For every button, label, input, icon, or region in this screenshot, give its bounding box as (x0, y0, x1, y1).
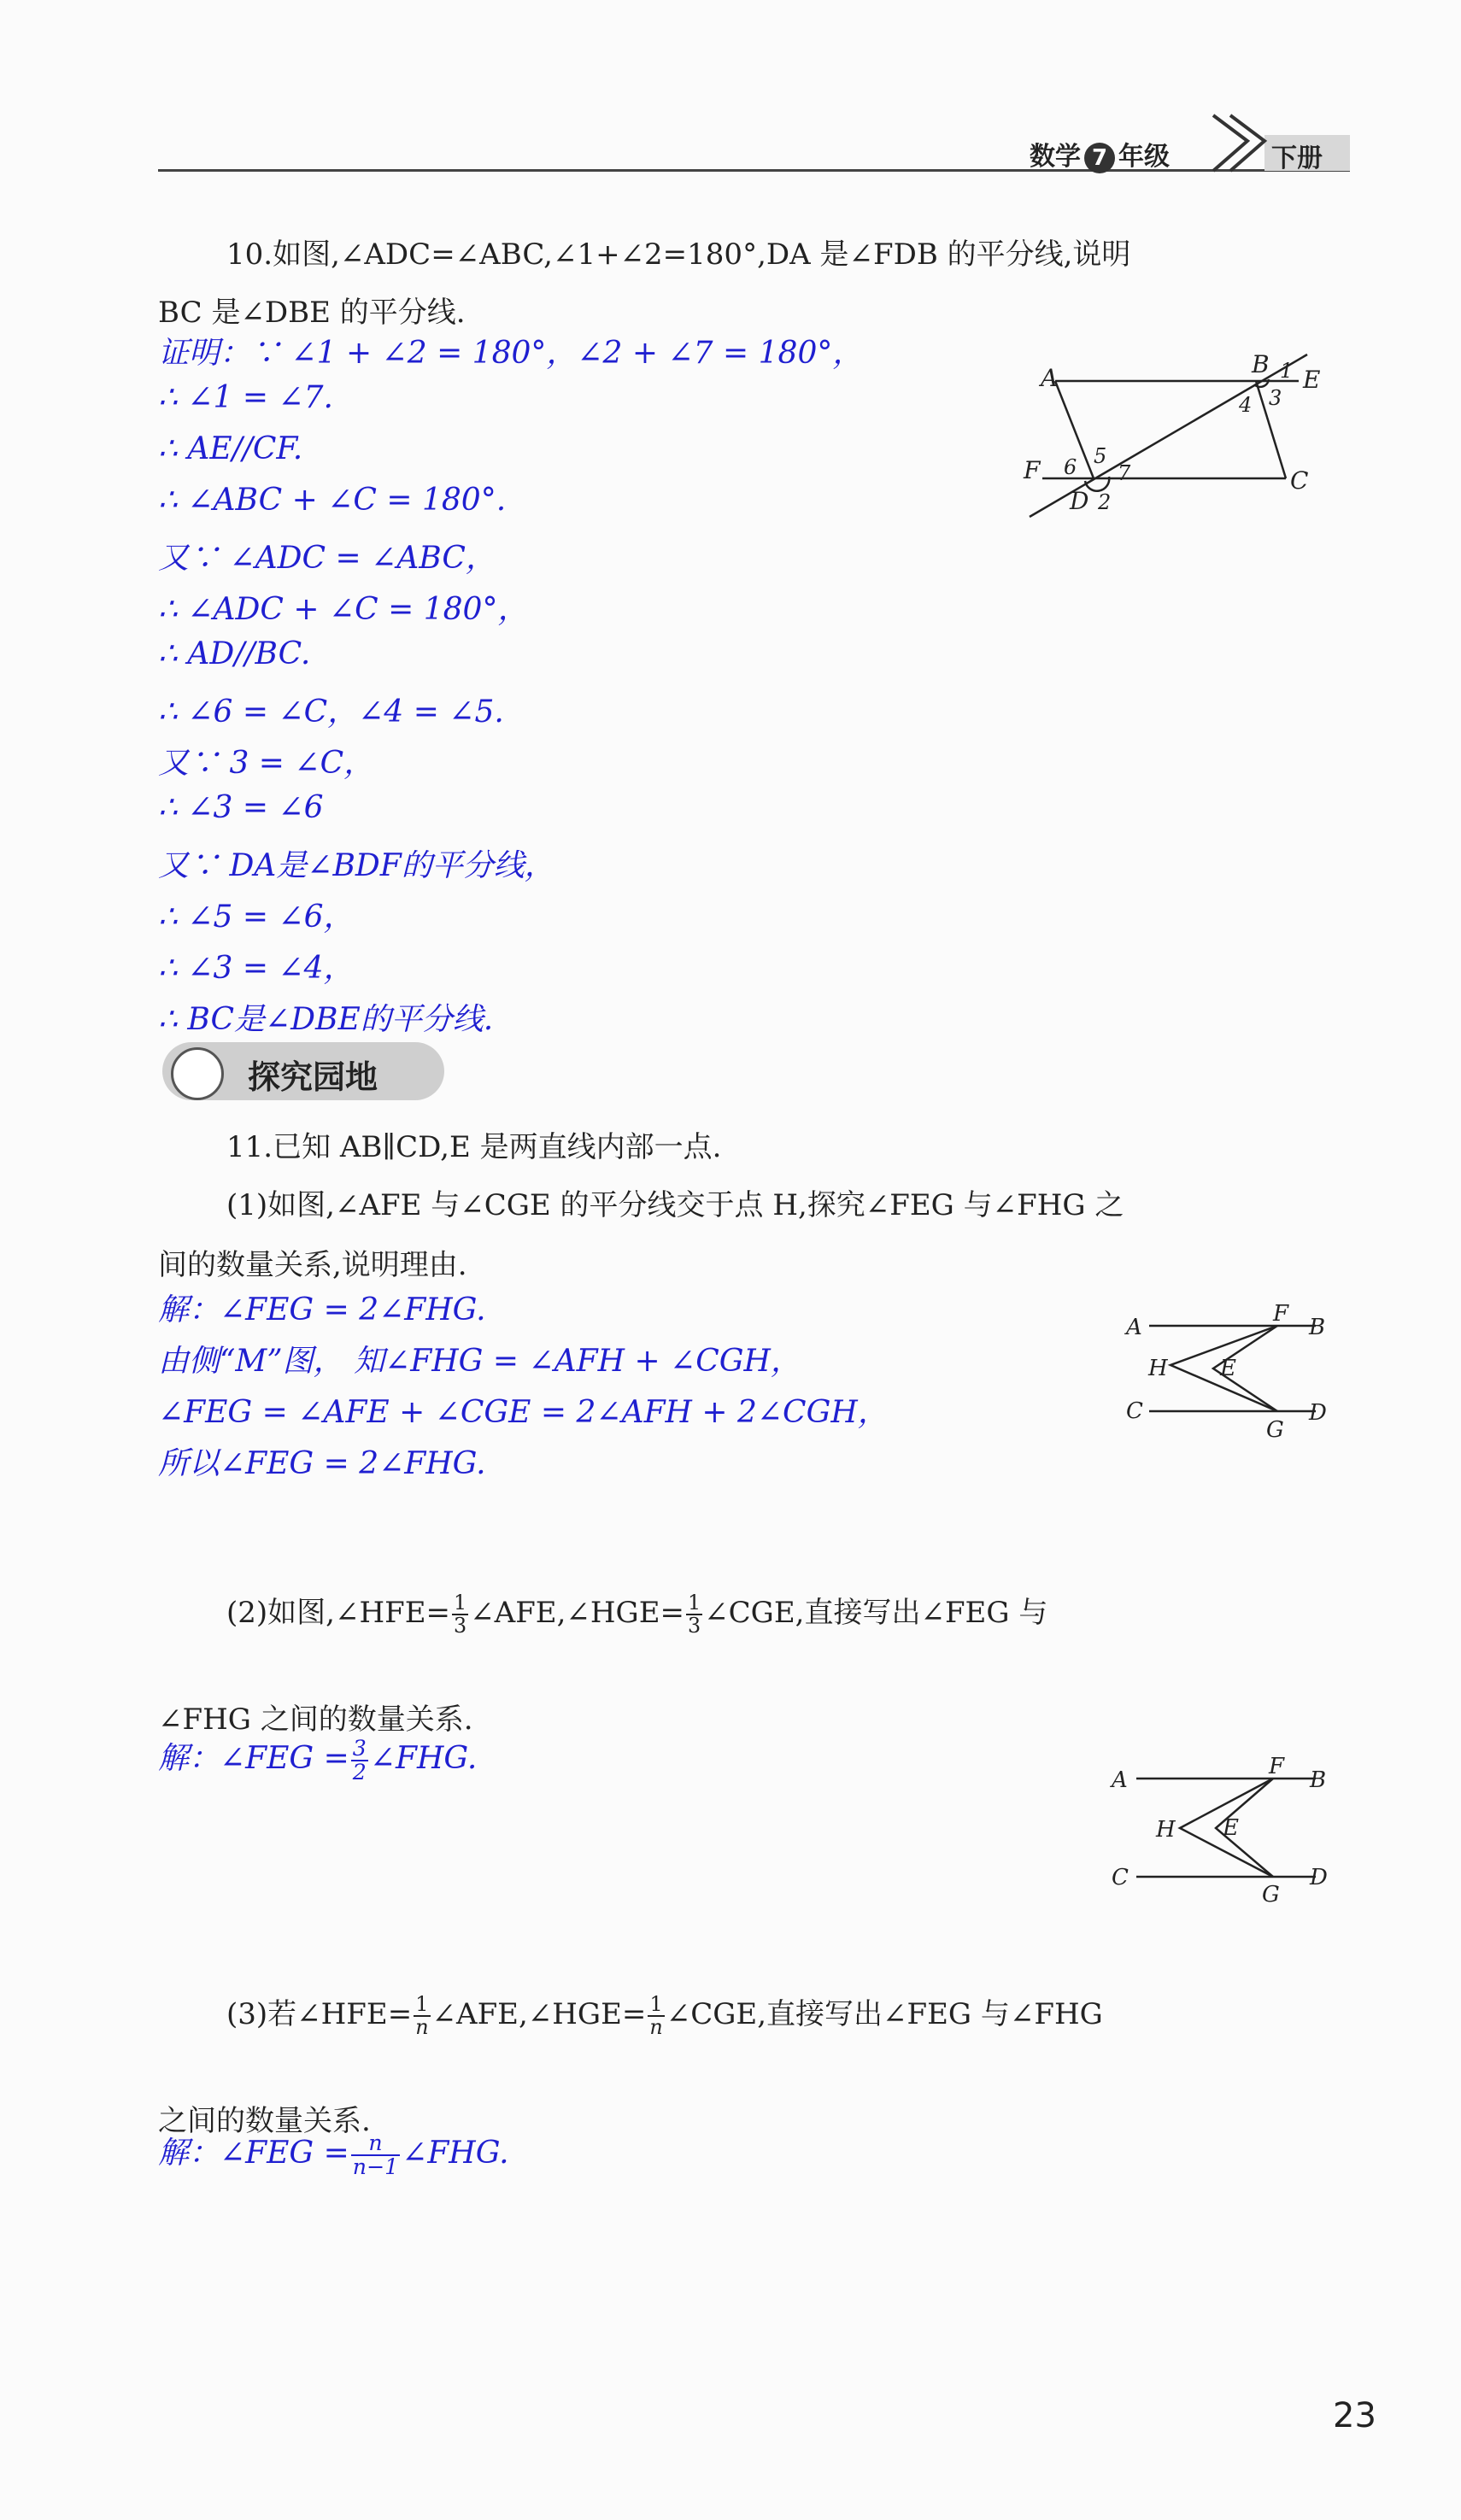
q11-f1-label-B: B (1309, 1315, 1326, 1340)
fraction-numerator: n (351, 2132, 400, 2156)
q11-p1-line2: 间的数量关系,说明理由. (158, 1248, 467, 1282)
fraction-numerator: 1 (688, 1591, 701, 1615)
q11-p2-answer (158, 1734, 477, 1784)
q11-f1-label-H: H (1148, 1356, 1168, 1381)
q11-f1-label-G: G (1266, 1417, 1284, 1443)
q10-proof-line: ∴ AD//BC. (158, 636, 311, 671)
q11-p1-line1: (1)如图,∠AFE 与∠CGE 的平分线交于点 H,探究∠FEG 与∠FHG 之 (226, 1188, 1124, 1222)
fraction-denominator: n (415, 2015, 429, 2039)
header-subject-grade (1030, 135, 1170, 173)
fraction-three-halves (351, 1735, 368, 1785)
q11-p2-text-a: (2)如图,∠HFE= (226, 1596, 451, 1630)
q11-f2-label-E: E (1223, 1815, 1239, 1841)
q10-figure (1008, 342, 1333, 538)
header-grade-number: 7 (1084, 143, 1115, 173)
q10-label-2: 2 (1098, 490, 1112, 514)
fraction-denominator: n (649, 2015, 663, 2039)
q10-label-A: A (1041, 364, 1059, 392)
q10-proof-line: ∴ ∠5 = ∠6， (158, 900, 355, 935)
q11-p1-answer-line: 由侧“M”图， 知∠FHG = ∠AFH + ∠CGH， (158, 1344, 801, 1379)
q10-proof-line: ∴ ∠3 = ∠4， (158, 951, 355, 986)
fraction-numerator: 1 (414, 1994, 430, 2017)
q10-label-1: 1 (1280, 359, 1294, 383)
q10-label-4: 4 (1239, 393, 1253, 417)
q10-proof-line: ∴ ∠3 = ∠6 (158, 790, 324, 825)
q10-proof-line: 又∵ DA是∠BDF的平分线， (158, 848, 555, 883)
q10-label-6: 6 (1064, 455, 1077, 479)
q11-p3-answer (158, 2129, 509, 2178)
q10-proof-line: ∴ ∠1 = ∠7. (158, 380, 333, 415)
q11-p3-line1 (226, 1990, 1103, 2038)
q10-label-5: 5 (1094, 444, 1107, 468)
fraction-denominator: 3 (454, 1614, 467, 1638)
q10-stem-line2: BC 是∠DBE 的平分线. (158, 296, 466, 330)
fraction-numerator: 3 (352, 1735, 367, 1761)
q11-p2-line2: ∠FHG 之间的数量关系. (158, 1702, 473, 1737)
q11-figure-2 (1098, 1743, 1354, 1905)
q11-f1-label-A: A (1126, 1315, 1142, 1340)
q11-f1-label-C: C (1126, 1398, 1143, 1424)
header-rule (158, 169, 1350, 172)
q10-proof-line: ∴ AE//CF. (158, 431, 303, 466)
q11-f2-label-D: D (1310, 1865, 1328, 1890)
q10-label-B: B (1252, 350, 1270, 378)
fraction-numerator: 1 (648, 1994, 664, 2017)
q10-label-E: E (1303, 366, 1321, 394)
q11-f2-label-A: A (1112, 1767, 1128, 1793)
q11-p2-answer-b: ∠FHG. (369, 1741, 478, 1776)
fraction-one-over-n (414, 1994, 430, 2038)
page-number: 23 (1333, 2396, 1376, 2435)
q11-f1-label-F: F (1273, 1301, 1289, 1327)
header-volume: 下册 (1271, 144, 1323, 173)
q10-proof-line: 又∵ ∠ADC = ∠ABC， (158, 541, 496, 576)
q11-f2-label-H: H (1156, 1817, 1176, 1843)
q10-proof-line: 证明：∵ ∠1 + ∠2 = 180°，∠2 + ∠7 = 180°， (158, 336, 864, 371)
q10-label-C: C (1290, 466, 1309, 495)
q11-f2-label-G: G (1262, 1882, 1280, 1905)
q11-f2-label-F: F (1269, 1754, 1285, 1779)
q11-f1-label-D: D (1309, 1400, 1327, 1426)
fraction-one-over-n (648, 1994, 664, 2038)
q11-f2-label-C: C (1112, 1865, 1129, 1890)
book-icon (171, 1047, 224, 1100)
q11-p3-answer-b: ∠FHG. (402, 2136, 509, 2171)
q11-p3-answer-a: 解：∠FEG = (158, 2136, 349, 2171)
q10-proof-line: ∴ BC是∠DBE的平分线. (158, 1002, 494, 1037)
q11-p2-answer-a: 解：∠FEG = (158, 1741, 349, 1776)
fraction-denominator: 3 (688, 1614, 701, 1638)
q11-p2-line1 (226, 1589, 1047, 1637)
q11-p1-answer-line: 解：∠FEG = 2∠FHG. (158, 1292, 486, 1327)
q11-f2-label-B: B (1310, 1767, 1327, 1793)
header-grade-suffix: 年级 (1118, 142, 1170, 172)
q11-p1-answer-line: 所以∠FEG = 2∠FHG. (158, 1446, 486, 1481)
q11-p3-text-b: ∠AFE,∠HGE= (431, 1997, 647, 2031)
fraction-denominator: n−1 (352, 2154, 399, 2179)
header-subject: 数学 (1030, 142, 1081, 172)
q10-proof-line: 又∵ 3 = ∠C， (158, 746, 375, 781)
q10-label-3: 3 (1269, 386, 1282, 410)
q11-p3-line2: 之间的数量关系. (158, 2104, 371, 2138)
q10-stem-line1: 10.如图,∠ADC=∠ABC,∠1+∠2=180°,DA 是∠FDB 的平分线,说明 (226, 237, 1131, 272)
q10-proof-line: ∴ ∠6 = ∠C，∠4 = ∠5. (158, 694, 504, 730)
fraction-denominator: 2 (352, 1760, 367, 1785)
q11-p1-answer-line: ∠FEG = ∠AFE + ∠CGE = 2∠AFH + 2∠CGH， (158, 1395, 889, 1430)
q11-f1-label-E: E (1220, 1356, 1236, 1381)
q11-p3-text-c: ∠CGE,直接写出∠FEG 与∠FHG (666, 1997, 1103, 2031)
q11-stem: 11.已知 AB∥CD,E 是两直线内部一点. (226, 1130, 722, 1164)
fraction-numerator: 1 (454, 1591, 467, 1615)
q10-proof-line: ∴ ∠ABC + ∠C = 180°. (158, 483, 507, 518)
q10-label-D: D (1070, 487, 1089, 515)
q10-label-7: 7 (1118, 461, 1131, 485)
q10-label-F: F (1024, 456, 1041, 484)
q10-proof-line: ∴ ∠ADC + ∠C = 180°， (158, 592, 529, 627)
q11-figure-1 (1111, 1290, 1350, 1444)
section-title: 探究园地 (248, 1058, 378, 1096)
q11-p2-text-c: ∠CGE,直接写出∠FEG 与 (704, 1596, 1048, 1630)
q11-p2-text-b: ∠AFE,∠HGE= (470, 1596, 685, 1630)
chevron-icon (1209, 111, 1269, 175)
q11-p3-text-a: (3)若∠HFE= (226, 1997, 413, 2031)
fraction-one-third (452, 1592, 468, 1637)
fraction-n-over-n-minus-1 (351, 2132, 400, 2179)
fraction-one-third (686, 1592, 702, 1637)
